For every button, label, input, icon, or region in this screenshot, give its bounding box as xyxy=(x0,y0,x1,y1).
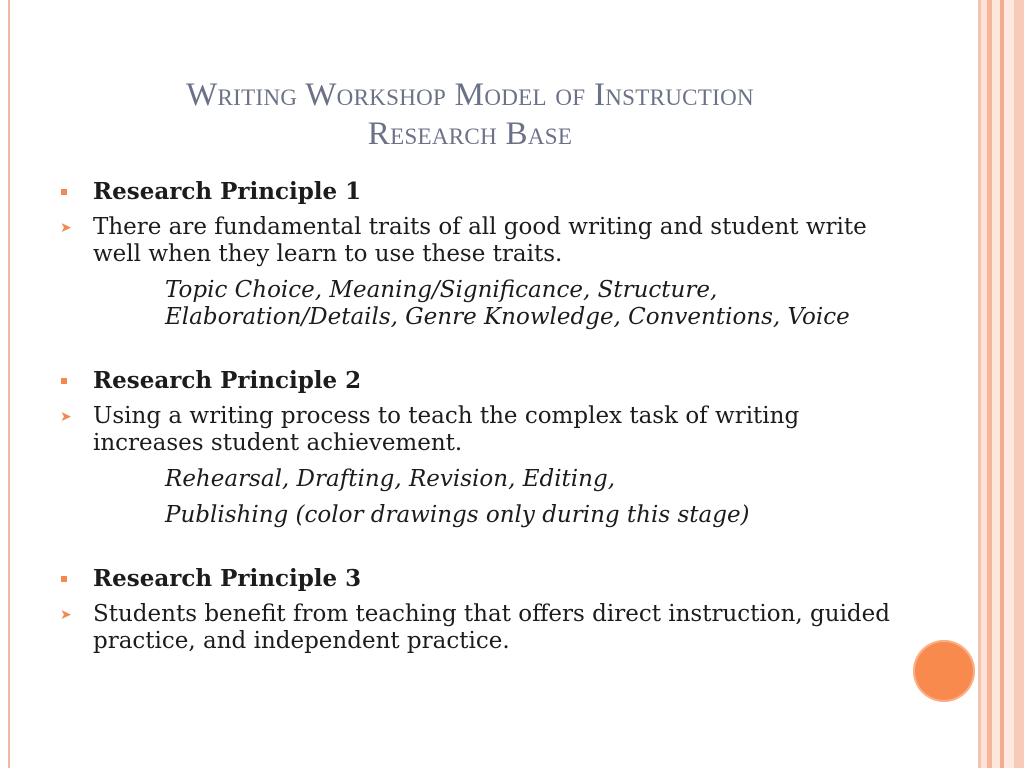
stripe xyxy=(992,0,1000,768)
principle-heading xyxy=(60,178,900,205)
title-line-2: Research Base xyxy=(367,116,573,152)
slide-body xyxy=(60,178,900,655)
principle-statement xyxy=(60,214,900,268)
principle-statement xyxy=(60,403,900,457)
slide-title xyxy=(60,76,880,154)
left-border-line xyxy=(8,0,10,768)
principle-label: Research Principle 2 xyxy=(93,367,362,394)
principle-detail: Topic Choice, Meaning/Significance, Structure, Elaboration/Details, Genre Knowledge, Conventions, Voice xyxy=(165,277,850,330)
arrow-bullet-icon: ➤ xyxy=(60,607,72,623)
right-decorative-stripes xyxy=(978,0,1024,768)
principle-heading xyxy=(60,367,900,394)
arrow-bullet-icon: ➤ xyxy=(60,409,72,425)
principle-heading xyxy=(60,565,900,592)
principle-label: Research Principle 3 xyxy=(93,565,362,592)
principle-statement xyxy=(60,601,900,655)
statement-text: Using a writing process to teach the complex task of writing increases student achievement. xyxy=(93,403,800,456)
decorative-circle xyxy=(913,640,975,702)
principle-detail: Rehearsal, Drafting, Revision, Editing, xyxy=(165,466,616,492)
principle-detail: Publishing (color drawings only during this stage) xyxy=(165,502,750,528)
statement-text: Students benefit from teaching that offers direct instruction, guided practice, and independent practice. xyxy=(93,601,890,654)
stripe xyxy=(1014,0,1024,768)
stripe xyxy=(1004,0,1014,768)
title-line-1: Writing Workshop Model of Instruction xyxy=(186,77,754,113)
square-bullet-icon xyxy=(61,189,67,195)
square-bullet-icon xyxy=(61,576,67,582)
principle-label: Research Principle 1 xyxy=(93,178,362,205)
statement-text: There are fundamental traits of all good writing and student write well when they learn to use these traits. xyxy=(93,214,867,267)
arrow-bullet-icon: ➤ xyxy=(60,220,72,236)
square-bullet-icon xyxy=(61,378,67,384)
